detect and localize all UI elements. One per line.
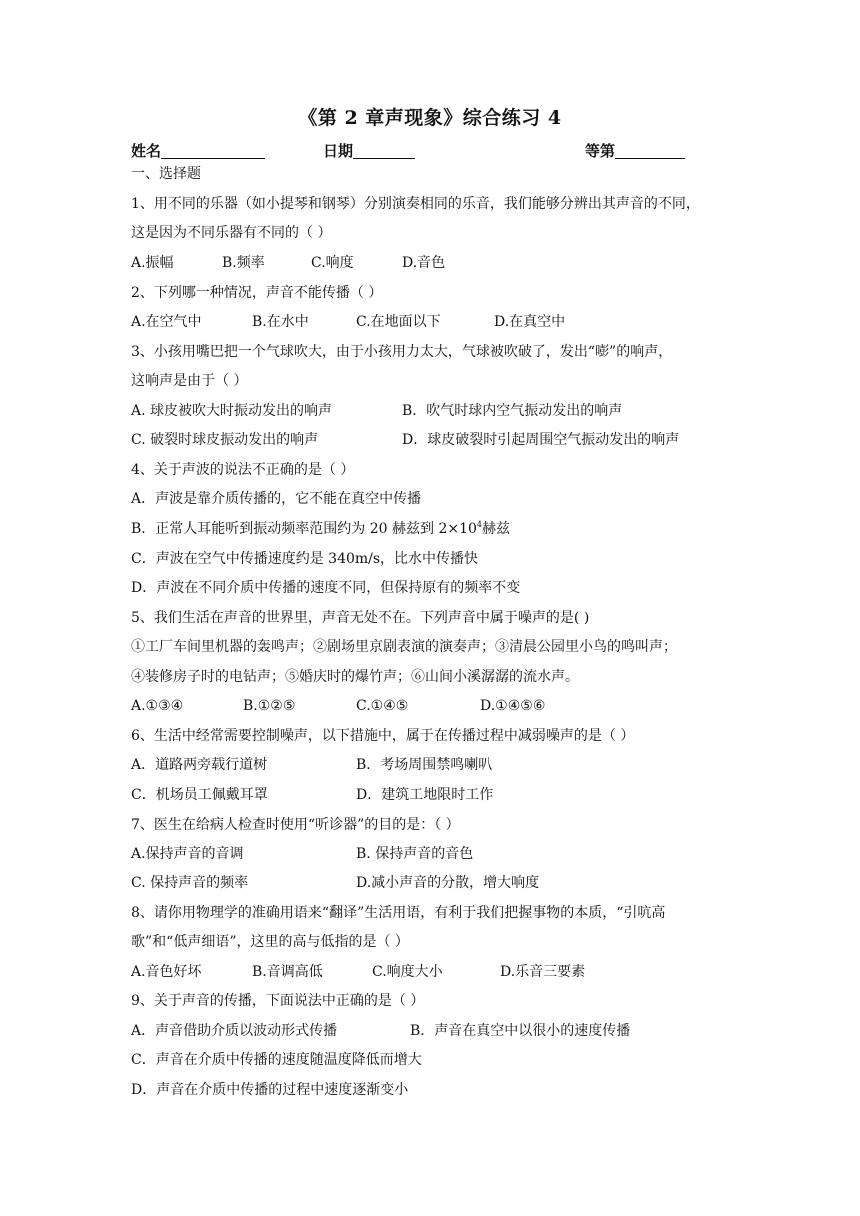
question-2-stem-line1: 2、下列哪一种情况，声音不能传播（ ）	[131, 285, 383, 301]
question-1-option-c: C.响度	[311, 255, 354, 271]
question-7-stem-line1: 7、医生在给病人检查时使用“听诊器”的目的是：（ ）	[131, 817, 460, 833]
question-9-option-b: B．声音在真空中以很小的速度传播	[410, 1023, 631, 1039]
name-field[interactable]	[131, 140, 265, 161]
question-4-option-b	[131, 519, 510, 539]
question-2-option-c: C.在地面以下	[356, 314, 441, 330]
question-9-option-a: A．声音借助介质以波动形式传播	[131, 1023, 338, 1039]
question-8-option-b: B.音调高低	[252, 964, 323, 980]
question-7-option-d: D.减小声音的分散，增大响度	[356, 875, 540, 891]
question-1-option-d: D.音色	[402, 255, 446, 271]
question-4-stem-line1: 4、关于声波的说法不正确的是（ ）	[131, 462, 355, 478]
grade-label: 等第	[585, 142, 616, 160]
question-4-option-b-exponent: 4	[476, 520, 482, 529]
question-8-option-d: D.乐音三要素	[500, 964, 586, 980]
section-heading: 一、选择题	[131, 166, 201, 182]
question-7-option-b: B. 保持声音的音色	[356, 846, 474, 862]
question-9-stem-line1: 9、关于声音的传播，下面说法中正确的是（ ）	[131, 993, 425, 1009]
question-3-stem-line1: 3、小孩用嘴巴把一个气球吹大，由于小孩用力太大，气球被吹破了，发出“嘭”的响声，	[131, 344, 673, 360]
name-blank[interactable]	[161, 142, 265, 159]
question-7-option-a: A.保持声音的音调	[131, 846, 244, 862]
question-4-option-d: D．声波在不同介质中传播的速度不同，但保持原有的频率不变	[131, 580, 521, 596]
question-8-option-a: A.音色好坏	[131, 964, 202, 980]
question-3-option-d: D．球皮破裂时引起周围空气振动发出的响声	[402, 432, 680, 448]
question-5-option-c: C.①④⑤	[356, 698, 409, 714]
question-3-option-a: A. 球皮被吹大时振动发出的响声	[131, 403, 333, 419]
question-5-option-a: A.①③④	[131, 698, 184, 714]
name-label: 姓名	[131, 142, 162, 160]
date-label: 日期	[323, 142, 354, 160]
question-3-stem-line2: 这响声是由于（ ）	[131, 373, 248, 389]
question-8-stem-line1: 8、请你用物理学的准确用语来“翻译”生活用语，有利于我们把握事物的本质，“引吭高	[131, 905, 666, 921]
question-2-option-a: A.在空气中	[131, 314, 202, 330]
question-6-option-b: B．考场周围禁鸣喇叭	[356, 757, 493, 773]
question-5-option-d: D.①④⑤⑥	[480, 698, 546, 714]
question-5-stem-line2: ①工厂车间里机器的轰鸣声；②剧场里京剧表演的演奏声；③清晨公园里小鸟的鸣叫声；	[131, 639, 677, 655]
question-1-option-a: A.振幅	[131, 255, 174, 271]
question-4-option-b-text: B．正常人耳能听到振动频率范围约为 20 赫兹到 2×10	[131, 521, 477, 537]
page-title: 《第 2 章声现象》综合练习 4	[298, 107, 562, 129]
question-6-option-c: C．机场员工佩戴耳罩	[131, 787, 268, 803]
question-5-stem-line3: ④装修房子时的电钻声；⑤婚庆时的爆竹声；⑥山间小溪潺潺的流水声。	[131, 669, 579, 685]
question-4-option-c: C．声波在空气中传播速度约是 340m/s，比水中传播快	[131, 551, 479, 567]
question-8-stem-line2: 歌”和“低声细语”，这里的高与低指的是（ ）	[131, 934, 409, 950]
question-1-stem-line2: 这是因为不同乐器有不同的（ ）	[131, 225, 332, 241]
date-field[interactable]	[323, 140, 415, 161]
question-6-option-a: A．道路两旁载行道树	[131, 757, 268, 773]
grade-field[interactable]	[585, 140, 685, 161]
question-4-option-b-unit: 赫兹	[482, 521, 510, 537]
grade-blank[interactable]	[615, 142, 685, 159]
question-3-option-b: B．吹气时球内空气振动发出的响声	[402, 403, 623, 419]
question-5-stem-line1: 5、我们生活在声音的世界里，声音无处不在。下列声音中属于噪声的是( )	[131, 610, 590, 626]
question-4-option-a: A．声波是靠介质传播的，它不能在真空中传播	[131, 491, 422, 507]
question-7-option-c: C. 保持声音的频率	[131, 875, 249, 891]
question-6-stem-line1: 6、生活中经常需要控制噪声，以下措施中，属于在传播过程中减弱噪声的是（ ）	[131, 728, 635, 744]
question-6-option-d: D．建筑工地限时工作	[356, 787, 494, 803]
date-blank[interactable]	[353, 142, 415, 159]
question-3-option-c: C. 破裂时球皮振动发出的响声	[131, 432, 319, 448]
question-1-stem-line1: 1、用不同的乐器（如小提琴和钢琴）分别演奏相同的乐音，我们能够分辨出其声音的不同，	[131, 196, 700, 212]
question-5-option-b: B.①②⑤	[243, 698, 296, 714]
question-2-option-d: D.在真空中	[494, 314, 566, 330]
question-9-option-c: C．声音在介质中传播的速度随温度降低而增大	[131, 1052, 422, 1068]
question-2-option-b: B.在水中	[252, 314, 309, 330]
question-1-option-b: B.频率	[222, 255, 265, 271]
question-9-option-d: D．声音在介质中传播的过程中速度逐渐变小	[131, 1082, 409, 1098]
question-8-option-c: C.响度大小	[372, 964, 443, 980]
